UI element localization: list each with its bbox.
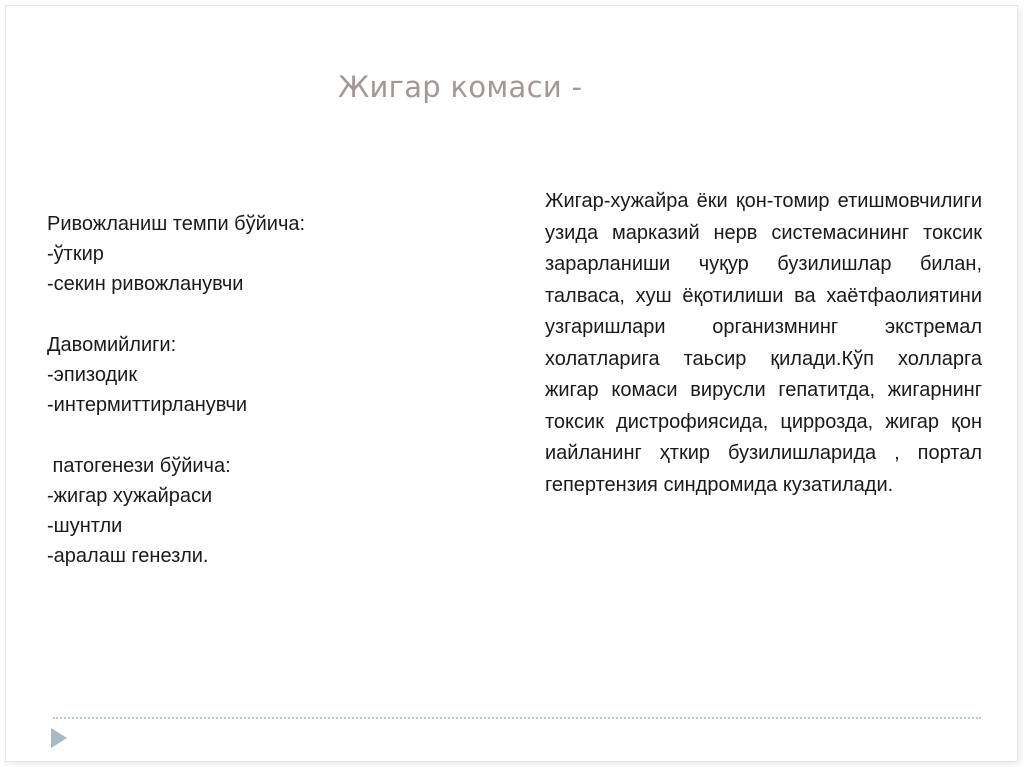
list-item: -ўткир: [47, 243, 104, 265]
list-item: -жигар хужайраси: [47, 485, 213, 507]
spacer: [47, 299, 467, 330]
section-heading-duration: Давомийлиги:: [47, 334, 177, 356]
list-item: -аралаш генезли.: [47, 545, 209, 567]
classification-list: [47, 209, 467, 571]
list-item: -интермиттирланувчи: [47, 394, 248, 416]
slide: [6, 6, 1017, 761]
section-heading-tempo: Ривожланиш темпи бўйича:: [47, 213, 306, 235]
list-item: -секин ривожланувчи: [47, 273, 244, 295]
slide-title: Жигар комаси -: [338, 70, 583, 104]
description-paragraph: Жигар-хужайра ёки қон-томир етишмовчилиги узида марказий нерв системасининг токсик зарарланиши чуқур бузилишлар билан, талваса, хуш ёқотилиши ва хаётфаолиятини узгаришлари организмнинг экстремал холатларига таьсир қилади.Кўп холларга жигар комаси вирусли гепатитда, жигарнинг токсик дистрофиясида, циррозда, жигар қон иайланинг ҳткир бузилишларида , портал гепертензия синдромида кузатилади.: [545, 190, 982, 496]
list-item: -эпизодик: [47, 364, 138, 386]
section-heading-pathogenesis: патогенези бўйича:: [47, 455, 231, 477]
triangle-arrow-icon: [51, 728, 67, 748]
list-item: -шунтли: [47, 515, 123, 537]
spacer: [47, 420, 467, 451]
footer-divider: [53, 717, 981, 719]
